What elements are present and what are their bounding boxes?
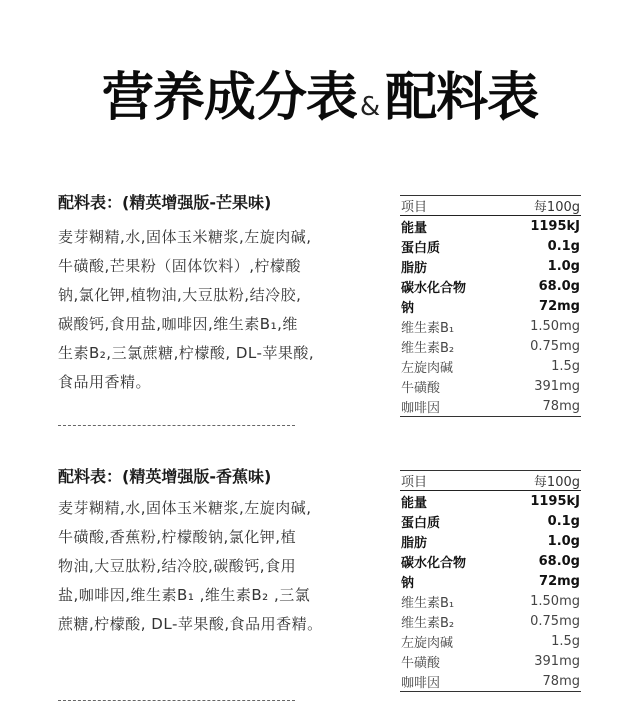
ingredients-line: 钠,氯化钾,植物油,大豆肽粉,结冷胶, [58, 286, 302, 304]
nutrient-value: 1.0g [547, 258, 580, 274]
nutrient-name: 钠 [401, 575, 415, 591]
nutrient-value: 1195kJ [530, 218, 580, 234]
ingredients-line: 食品用香精。 [58, 373, 152, 391]
ingredients-line: 牛磺酸,香蕉粉,柠檬酸钠,氯化钾,植 [58, 528, 297, 546]
nutrient-value: 0.75mg [530, 338, 580, 354]
nutrient-value: 68.0g [538, 278, 580, 294]
ingredients-line: 碳酸钙,食用盐,咖啡因,维生素B₁,维 [58, 315, 298, 333]
nutrition-table [400, 195, 581, 417]
title-ampersand: & [359, 92, 381, 122]
ingredients-line: 麦芽糊精,水,固体玉米糖浆,左旋肉碱, [58, 228, 312, 246]
nutrient-value: 0.1g [547, 238, 580, 254]
dashed-divider [58, 425, 295, 426]
nutrient-value: 0.1g [547, 513, 580, 529]
dashed-divider [58, 700, 295, 701]
ingredients-heading: 配料表：(精英增强版-芒果味) [58, 193, 272, 212]
nutrition-row [400, 631, 581, 651]
nutrition-row [400, 651, 581, 671]
nutrition-row [400, 336, 581, 356]
ingredients-text [58, 223, 314, 397]
nutrient-name: 维生素B₂ [401, 615, 455, 631]
ingredients-line: 牛磺酸,芒果粉（固体饮料）,柠檬酸 [58, 257, 302, 275]
nutrient-value: 78mg [542, 398, 580, 414]
nutrition-row [400, 396, 581, 416]
ingredients-line: 蔗糖,柠檬酸, DL-苹果酸,食品用香精。 [58, 615, 323, 633]
nutrient-value: 1195kJ [530, 493, 580, 509]
nutrient-value: 1.0g [547, 533, 580, 549]
nutrient-value: 1.5g [551, 633, 580, 649]
nutrient-name: 咖啡因 [401, 400, 441, 416]
nutrient-name: 能量 [401, 220, 428, 236]
nutrient-name: 牛磺酸 [401, 380, 441, 396]
nutrition-row [400, 591, 581, 611]
header-per: 每100g [533, 200, 580, 215]
ingredients-line: 生素B₂,三氯蔗糖,柠檬酸, DL-苹果酸, [58, 344, 315, 362]
nutrient-name: 维生素B₁ [401, 320, 455, 336]
nutrient-name: 能量 [401, 495, 428, 511]
nutrition-row [400, 296, 581, 316]
nutrition-row [400, 511, 581, 531]
nutrition-row [400, 236, 581, 256]
nutrition-row [400, 356, 581, 376]
ingredients-line: 盐,咖啡因,维生素B₁ ,维生素B₂ ,三氯 [58, 586, 311, 604]
nutrient-name: 脂肪 [401, 535, 428, 551]
nutrition-row [400, 671, 581, 691]
nutrient-name: 咖啡因 [401, 675, 441, 691]
title-secondary: 配料表 [385, 68, 539, 128]
nutrient-name: 左旋肉碱 [401, 635, 454, 651]
nutrient-value: 72mg [539, 298, 580, 314]
nutrient-name: 蛋白质 [401, 515, 441, 531]
nutrition-row [400, 551, 581, 571]
nutrient-value: 391mg [534, 653, 580, 669]
nutrient-value: 1.5g [551, 358, 580, 374]
ingredients-line: 物油,大豆肽粉,结冷胶,碳酸钙,食用 [58, 557, 297, 575]
nutrient-name: 左旋肉碱 [401, 360, 454, 376]
header-item: 项目 [401, 200, 428, 215]
title-main: 营养成分表 [101, 68, 357, 128]
nutrient-name: 蛋白质 [401, 240, 441, 256]
nutrition-row [400, 276, 581, 296]
nutrient-name: 维生素B₂ [401, 340, 455, 356]
nutrient-value: 1.50mg [530, 318, 580, 334]
nutrient-name: 碳水化合物 [401, 280, 467, 296]
nutrition-row [400, 491, 581, 511]
nutrient-value: 68.0g [538, 553, 580, 569]
nutrition-row [400, 256, 581, 276]
header-item: 项目 [401, 475, 428, 490]
nutrient-value: 0.75mg [530, 613, 580, 629]
nutrient-name: 维生素B₁ [401, 595, 455, 611]
nutrient-name: 脂肪 [401, 260, 428, 276]
nutrition-row [400, 376, 581, 396]
nutrition-row [400, 571, 581, 591]
nutrient-value: 78mg [542, 673, 580, 689]
nutrient-name: 钠 [401, 300, 415, 316]
nutrient-value: 72mg [539, 573, 580, 589]
nutrient-value: 1.50mg [530, 593, 580, 609]
page-title [0, 66, 640, 142]
header-per: 每100g [533, 475, 580, 490]
ingredients-text [58, 494, 323, 639]
nutrient-name: 碳水化合物 [401, 555, 467, 571]
nutrition-table-header [400, 196, 581, 216]
nutrition-table-header [400, 471, 581, 491]
nutrition-row [400, 531, 581, 551]
nutrient-value: 391mg [534, 378, 580, 394]
nutrition-table [400, 470, 581, 692]
ingredients-line: 麦芽糊精,水,固体玉米糖浆,左旋肉碱, [58, 499, 312, 517]
ingredients-heading: 配料表：(精英增强版-香蕉味) [58, 467, 272, 486]
nutrition-row [400, 316, 581, 336]
nutrition-row [400, 611, 581, 631]
nutrient-name: 牛磺酸 [401, 655, 441, 671]
nutrition-row [400, 216, 581, 236]
